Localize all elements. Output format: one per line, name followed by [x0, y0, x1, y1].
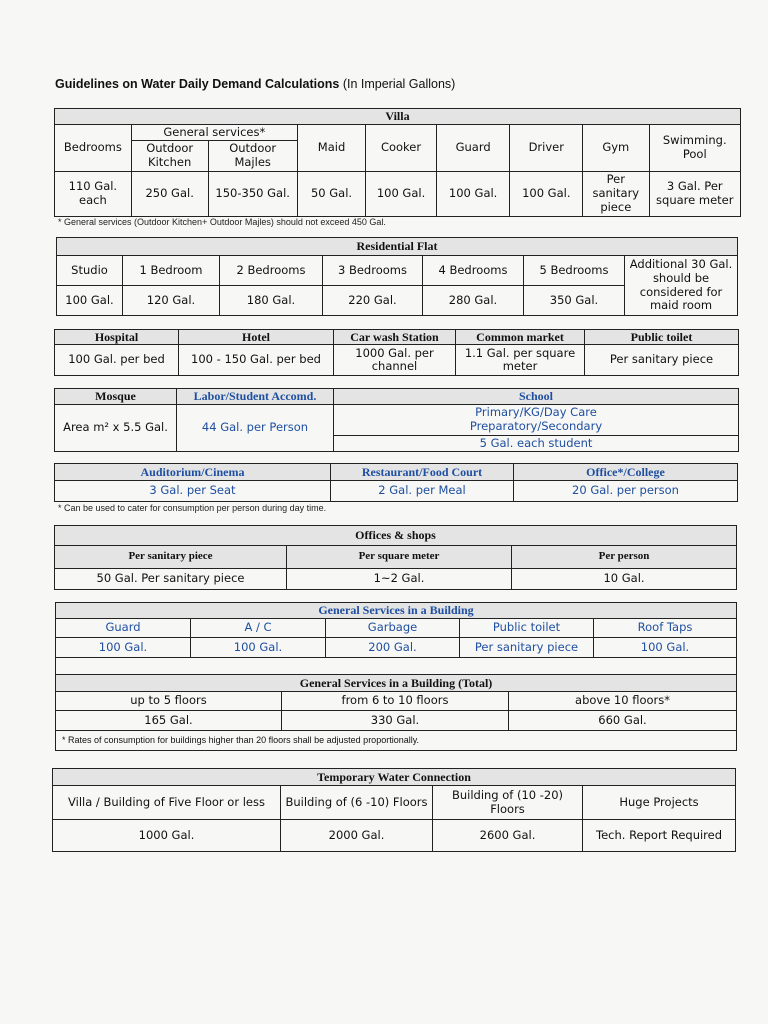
villa-kitchen-value: 250 Gal.	[131, 172, 208, 217]
flat-col-2br: 2 Bedrooms	[220, 256, 323, 286]
flat-val-3br: 220 Gal.	[323, 286, 423, 316]
temporary-header: Temporary Water Connection	[53, 769, 736, 786]
facility-val-hospital: 100 Gal. per bed	[55, 345, 179, 376]
temp-val-huge: Tech. Report Required	[583, 820, 736, 852]
villa-kitchen-label: Outdoor Kitchen	[131, 141, 208, 172]
villa-general-services: General services*	[131, 125, 297, 141]
villa-cooker-label: Cooker	[366, 125, 437, 172]
facility-head-toilet: Public toilet	[585, 330, 739, 345]
villa-guard-label: Guard	[436, 125, 510, 172]
flat-table	[56, 237, 737, 315]
villa-majles-label: Outdoor Majles	[208, 141, 297, 172]
labor-value: 44 Gal. per Person	[177, 405, 334, 452]
mosque-school-table	[54, 388, 738, 451]
restaurant-value: 2 Gal. per Meal	[331, 481, 514, 502]
gs-col-toilet: Public toilet	[460, 619, 594, 638]
gs-val-guard: 100 Gal.	[56, 638, 191, 658]
villa-gym-value: Per sanitary piece	[583, 172, 649, 217]
general-total-header: General Services in a Building (Total)	[56, 675, 737, 692]
school-value: 5 Gal. each student	[334, 436, 739, 452]
auditorium-value: 3 Gal. per Seat	[55, 481, 331, 502]
restaurant-head: Restaurant/Food Court	[331, 464, 514, 481]
facility-val-toilet: Per sanitary piece	[585, 345, 739, 376]
gs-val-toilet: Per sanitary piece	[460, 638, 594, 658]
general-services-table	[55, 602, 736, 674]
temp-val-6to10: 2000 Gal.	[281, 820, 433, 852]
flat-maid-note: Additional 30 Gal. should be considered for maid room	[625, 256, 738, 316]
flat-col-1br: 1 Bedroom	[123, 256, 220, 286]
gs-col-guard: Guard	[56, 619, 191, 638]
facility-val-hotel: 100 - 150 Gal. per bed	[179, 345, 334, 376]
general-total-table	[55, 674, 736, 750]
villa-maid-label: Maid	[297, 125, 365, 172]
facility-val-carwash: 1000 Gal. per channel	[334, 345, 456, 376]
title-units: (In Imperial Gallons)	[342, 77, 456, 91]
villa-note: * General services (Outdoor Kitchen+ Outdoor Majles) should not exceed 450 Gal.	[58, 217, 386, 227]
offices-val-sqm: 1~2 Gal.	[287, 569, 512, 590]
villa-driver-label: Driver	[510, 125, 583, 172]
flat-col-3br: 3 Bedrooms	[323, 256, 423, 286]
gt-col-above10: above 10 floors*	[509, 692, 737, 711]
flat-col-studio: Studio	[57, 256, 123, 286]
villa-maid-value: 50 Gal.	[297, 172, 365, 217]
temporary-connection-table	[52, 768, 735, 851]
auditorium-head: Auditorium/Cinema	[55, 464, 331, 481]
villa-cooker-value: 100 Gal.	[366, 172, 437, 217]
villa-majles-value: 150-350 Gal.	[208, 172, 297, 217]
gt-val-above10: 660 Gal.	[509, 711, 737, 731]
facility-head-carwash: Car wash Station	[334, 330, 456, 345]
flat-header: Residential Flat	[57, 238, 738, 256]
office-note: * Can be used to cater for consumption per person during day time.	[58, 503, 327, 513]
offices-table	[54, 525, 736, 589]
temp-col-villa: Villa / Building of Five Floor or less	[53, 786, 281, 820]
temp-col-6to10: Building of (6 -10) Floors	[281, 786, 433, 820]
facility-head-market: Common market	[456, 330, 585, 345]
gt-val-6to10: 330 Gal.	[282, 711, 509, 731]
general-services-header: General Services in a Building	[56, 603, 737, 619]
offices-head-person: Per person	[512, 546, 737, 569]
villa-pool-label: Swimming. Pool	[649, 125, 741, 172]
temp-val-10to20: 2600 Gal.	[433, 820, 583, 852]
villa-pool-value: 3 Gal. Per square meter	[649, 172, 741, 217]
facilities-table	[54, 329, 738, 375]
gs-col-garbage: Garbage	[326, 619, 460, 638]
offices-head-sanitary: Per sanitary piece	[55, 546, 287, 569]
mosque-head: Mosque	[55, 389, 177, 405]
villa-bedrooms-label: Bedrooms	[55, 125, 132, 172]
school-level-primary: Primary/KG/Day Care	[475, 405, 597, 420]
temp-val-villa: 1000 Gal.	[53, 820, 281, 852]
general-total-note: * Rates of consumption for buildings higher than 20 floors shall be adjusted proportionally.	[56, 731, 737, 751]
villa-table	[54, 108, 741, 216]
gs-col-ac: A / C	[191, 619, 326, 638]
office-head: Office*/College	[514, 464, 738, 481]
facility-val-market: 1.1 Gal. per square meter	[456, 345, 585, 376]
villa-driver-value: 100 Gal.	[510, 172, 583, 217]
gt-col-upto5: up to 5 floors	[56, 692, 282, 711]
offices-header: Offices & shops	[55, 526, 737, 546]
villa-gym-label: Gym	[583, 125, 649, 172]
flat-val-1br: 120 Gal.	[123, 286, 220, 316]
school-head: School	[334, 389, 739, 405]
flat-val-5br: 350 Gal.	[524, 286, 625, 316]
flat-col-5br: 5 Bedrooms	[524, 256, 625, 286]
gt-val-upto5: 165 Gal.	[56, 711, 282, 731]
villa-header: Villa	[55, 109, 741, 125]
gs-spacer-row	[56, 658, 737, 675]
office-value: 20 Gal. per person	[514, 481, 738, 502]
facility-head-hospital: Hospital	[55, 330, 179, 345]
page-title	[55, 77, 455, 91]
villa-guard-value: 100 Gal.	[436, 172, 510, 217]
gs-col-rooftaps: Roof Taps	[594, 619, 737, 638]
temp-col-huge: Huge Projects	[583, 786, 736, 820]
facility-head-hotel: Hotel	[179, 330, 334, 345]
gs-val-garbage: 200 Gal.	[326, 638, 460, 658]
labor-head: Labor/Student Accomd.	[177, 389, 334, 405]
flat-val-2br: 180 Gal.	[220, 286, 323, 316]
gs-val-ac: 100 Gal.	[191, 638, 326, 658]
flat-col-4br: 4 Bedrooms	[423, 256, 524, 286]
mosque-value: Area m² x 5.5 Gal.	[55, 405, 177, 452]
title-bold: Guidelines on Water Daily Demand Calculations	[55, 77, 340, 91]
flat-val-4br: 280 Gal.	[423, 286, 524, 316]
offices-head-sqm: Per square meter	[287, 546, 512, 569]
gs-val-rooftaps: 100 Gal.	[594, 638, 737, 658]
flat-val-studio: 100 Gal.	[57, 286, 123, 316]
gt-col-6to10: from 6 to 10 floors	[282, 692, 509, 711]
villa-bedrooms-value: 110 Gal. each	[55, 172, 132, 217]
temp-col-10to20: Building of (10 -20) Floors	[433, 786, 583, 820]
school-levels	[334, 405, 739, 436]
auditorium-table	[54, 463, 737, 501]
offices-val-person: 10 Gal.	[512, 569, 737, 590]
school-level-secondary: Preparatory/Secondary	[469, 419, 603, 433]
offices-val-sanitary: 50 Gal. Per sanitary piece	[55, 569, 287, 590]
